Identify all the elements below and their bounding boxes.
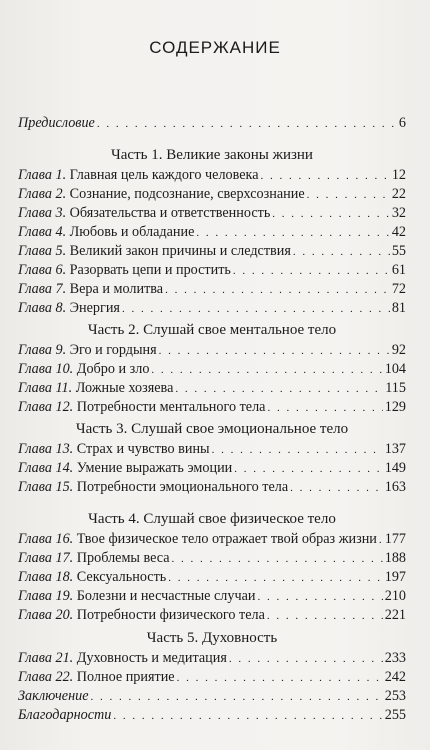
chapter-number: Глава 3. (18, 205, 67, 221)
toc-label: Предисловие (18, 115, 95, 131)
leader-dots (175, 380, 383, 399)
chapter-title: Главная цель каждого человека (69, 167, 259, 183)
part-heading: Часть 5. Духовность (146, 630, 278, 646)
toc-row-chapter[interactable] (18, 379, 406, 398)
leader-dots (113, 707, 382, 726)
leader-dots (229, 650, 383, 669)
leader-dots (290, 479, 383, 498)
leader-dots (91, 688, 383, 707)
chapter-number: Глава 8. (18, 300, 67, 316)
toc-row-chapter[interactable] (18, 242, 406, 261)
toc-page-number: 253 (384, 688, 406, 704)
chapter-number: Глава 16. (18, 531, 74, 547)
leader-dots (293, 243, 390, 262)
toc-row-chapter[interactable] (18, 360, 406, 379)
leader-dots (261, 167, 390, 186)
chapter-number: Глава 17. (18, 550, 74, 566)
toc-row-chapter[interactable] (18, 587, 406, 606)
chapter-number: Глава 21. (18, 650, 74, 666)
leader-dots (267, 399, 382, 418)
chapter-title: Болезни и несчастные случаи (76, 588, 256, 604)
toc-row-chapter[interactable] (18, 280, 406, 299)
chapter-title: Обязательства и ответственность (69, 205, 271, 221)
leader-dots (379, 531, 383, 550)
toc-page-number: 81 (391, 300, 406, 316)
leader-dots (159, 342, 390, 361)
toc-row-conclusion[interactable] (18, 687, 406, 706)
toc-row-chapter[interactable] (18, 568, 406, 587)
toc-row-chapter[interactable] (18, 530, 406, 549)
chapter-title: Духовность и медитация (76, 650, 227, 666)
toc-label: Благодарности (18, 707, 112, 723)
toc-page-number: 6 (398, 115, 406, 131)
page-title: СОДЕРЖАНИЕ (149, 38, 281, 57)
toc-page-number: 233 (384, 650, 406, 666)
toc-page-number: 177 (384, 531, 406, 547)
chapter-number: Глава 6. (18, 262, 67, 278)
chapter-title: Сексуальность (76, 569, 167, 585)
toc-row-chapter[interactable] (18, 649, 406, 668)
chapter-number: Глава 19. (18, 588, 74, 604)
toc-label: Заключение (18, 688, 89, 704)
toc-page-number: 137 (384, 441, 406, 457)
toc-row-chapter[interactable] (18, 606, 406, 625)
toc-page-number: 55 (391, 243, 406, 259)
chapter-title: Сознание, подсознание, сверхсознание (69, 186, 305, 202)
part-heading: Часть 2. Слушай свое ментальное тело (87, 322, 337, 338)
chapter-number: Глава 1. (18, 167, 67, 183)
leader-dots (212, 441, 383, 460)
toc-page-number: 61 (391, 262, 406, 278)
chapter-title: Добро и зло (76, 361, 150, 377)
toc-page-number: 129 (384, 399, 406, 415)
toc-row-chapter[interactable] (18, 478, 406, 497)
chapter-number: Глава 12. (18, 399, 74, 415)
toc-page-number: 197 (384, 569, 406, 585)
toc-row-chapter[interactable] (18, 299, 406, 318)
toc-page-number: 32 (391, 205, 406, 221)
toc-page-number: 221 (384, 607, 406, 623)
toc-row-preface[interactable] (18, 114, 406, 133)
toc-row-chapter[interactable] (18, 223, 406, 242)
toc-page-number: 163 (384, 479, 406, 495)
chapter-title: Эго и гордыня (69, 342, 157, 358)
leader-dots (196, 224, 389, 243)
chapter-title: Потребности эмоционального тела (76, 479, 289, 495)
chapter-title: Проблемы веса (76, 550, 170, 566)
toc-row-chapter[interactable] (18, 261, 406, 280)
toc-page-number: 22 (391, 186, 406, 202)
leader-dots (97, 115, 397, 134)
leader-dots (172, 550, 383, 569)
toc-row-chapter[interactable] (18, 440, 406, 459)
chapter-number: Глава 11. (18, 380, 73, 396)
chapter-title: Твое физическое тело отражает твой образ жизни (76, 531, 377, 547)
chapter-number: Глава 18. (18, 569, 74, 585)
toc-row-chapter[interactable] (18, 185, 406, 204)
chapter-number: Глава 14. (18, 460, 74, 476)
toc-page-number: 42 (391, 224, 406, 240)
toc-page-number: 12 (391, 167, 406, 183)
toc-row-chapter[interactable] (18, 166, 406, 185)
chapter-title: Полное приятие (76, 669, 175, 685)
chapter-title: Великий закон причины и следствия (69, 243, 291, 259)
toc-row-chapter[interactable] (18, 668, 406, 687)
chapter-number: Глава 9. (18, 342, 67, 358)
toc-page-number: 255 (384, 707, 406, 723)
chapter-title: Страх и чувство вины (76, 441, 210, 457)
chapter-number: Глава 13. (18, 441, 74, 457)
chapter-title: Любовь и обладание (69, 224, 195, 240)
chapter-title: Потребности физического тела (76, 607, 265, 623)
part-heading: Часть 3. Слушай свое эмоциональное тело (75, 421, 349, 437)
leader-dots (122, 300, 390, 319)
leader-dots (258, 588, 383, 607)
leader-dots (177, 669, 383, 688)
toc-page-number: 149 (384, 460, 406, 476)
chapter-number: Глава 10. (18, 361, 74, 377)
part-heading: Часть 1. Великие законы жизни (111, 147, 313, 163)
toc-row-acknowledgements[interactable] (18, 706, 406, 725)
toc-page-number: 104 (384, 361, 406, 377)
chapter-number: Глава 4. (18, 224, 67, 240)
toc-page-number: 92 (391, 342, 406, 358)
chapter-title: Вера и молитва (69, 281, 164, 297)
chapter-number: Глава 7. (18, 281, 67, 297)
toc-page-number: 72 (391, 281, 406, 297)
leader-dots (307, 186, 390, 205)
toc-row-chapter[interactable] (18, 459, 406, 478)
chapter-title: Энергия (69, 300, 120, 316)
leader-dots (233, 262, 390, 281)
toc-row-chapter[interactable] (18, 341, 406, 360)
leader-dots (151, 361, 382, 380)
toc-page-number: 210 (384, 588, 406, 604)
chapter-title: Потребности ментального тела (76, 399, 266, 415)
toc-row-chapter[interactable] (18, 549, 406, 568)
chapter-number: Глава 2. (18, 186, 67, 202)
leader-dots (267, 607, 383, 626)
toc-page-number: 242 (384, 669, 406, 685)
toc-row-chapter[interactable] (18, 204, 406, 223)
chapter-title: Умение выражать эмоции (76, 460, 233, 476)
part-heading: Часть 4. Слушай свое физическое тело (88, 511, 336, 527)
chapter-number: Глава 20. (18, 607, 74, 623)
leader-dots (234, 460, 382, 479)
chapter-number: Глава 5. (18, 243, 67, 259)
leader-dots (165, 281, 390, 300)
toc-row-chapter[interactable] (18, 398, 406, 417)
chapter-title: Разорвать цепи и простить (69, 262, 231, 278)
toc-page-number: 115 (385, 380, 406, 396)
leader-dots (168, 569, 382, 588)
leader-dots (272, 205, 390, 224)
chapter-title: Ложные хозяева (75, 380, 174, 396)
chapter-number: Глава 15. (18, 479, 74, 495)
chapter-number: Глава 22. (18, 669, 74, 685)
toc-page-number: 188 (384, 550, 406, 566)
